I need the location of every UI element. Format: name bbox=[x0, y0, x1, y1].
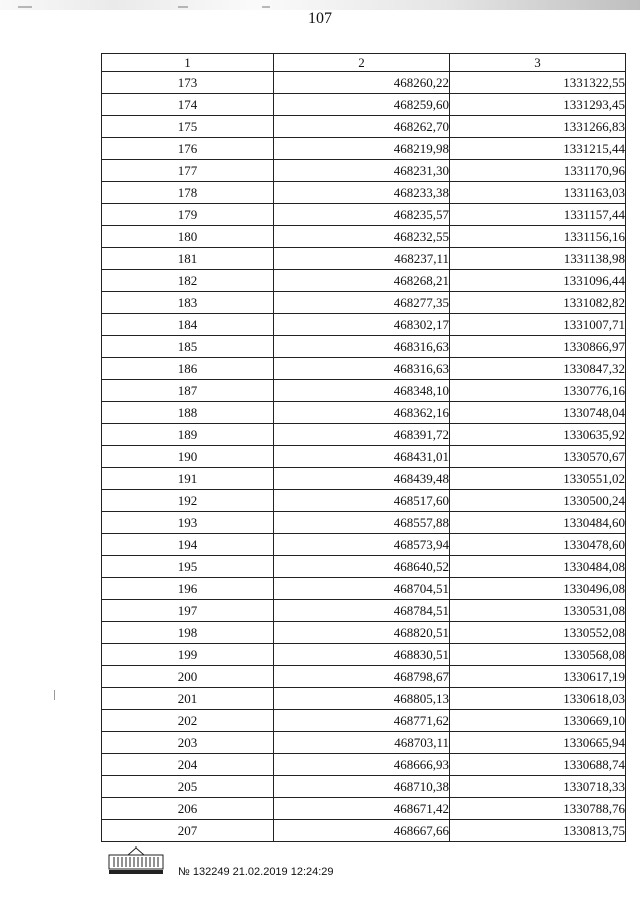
x-coordinate-cell: 468439,48 bbox=[274, 468, 450, 490]
y-coordinate-cell: 1331163,03 bbox=[450, 182, 626, 204]
table-row bbox=[102, 314, 626, 336]
x-coordinate-cell: 468666,93 bbox=[274, 754, 450, 776]
y-coordinate-cell: 1331170,96 bbox=[450, 160, 626, 182]
y-coordinate-cell: 1330665,94 bbox=[450, 732, 626, 754]
point-number-cell: 206 bbox=[102, 798, 274, 820]
point-number-cell: 181 bbox=[102, 248, 274, 270]
y-coordinate-cell: 1330776,16 bbox=[450, 380, 626, 402]
point-number-cell: 186 bbox=[102, 358, 274, 380]
table-row bbox=[102, 578, 626, 600]
x-coordinate-cell: 468233,38 bbox=[274, 182, 450, 204]
table-row bbox=[102, 72, 626, 94]
table-row bbox=[102, 446, 626, 468]
table-row bbox=[102, 798, 626, 820]
point-number-cell: 205 bbox=[102, 776, 274, 798]
table-row bbox=[102, 710, 626, 732]
point-number-cell: 199 bbox=[102, 644, 274, 666]
x-coordinate-cell: 468316,63 bbox=[274, 336, 450, 358]
x-coordinate-cell: 468302,17 bbox=[274, 314, 450, 336]
scan-mark bbox=[18, 6, 32, 8]
point-number-cell: 177 bbox=[102, 160, 274, 182]
table-row bbox=[102, 512, 626, 534]
y-coordinate-cell: 1330669,10 bbox=[450, 710, 626, 732]
page-number: 107 bbox=[308, 10, 332, 27]
table-row bbox=[102, 226, 626, 248]
table-row bbox=[102, 292, 626, 314]
table-header-row bbox=[102, 54, 626, 72]
point-number-cell: 182 bbox=[102, 270, 274, 292]
y-coordinate-cell: 1330866,97 bbox=[450, 336, 626, 358]
table-row bbox=[102, 666, 626, 688]
table-row bbox=[102, 534, 626, 556]
scan-mark bbox=[178, 6, 188, 8]
signature-line: № 132249 21.02.2019 12:24:29 bbox=[178, 866, 334, 878]
x-coordinate-cell: 468277,35 bbox=[274, 292, 450, 314]
point-number-cell: 204 bbox=[102, 754, 274, 776]
x-coordinate-cell: 468231,30 bbox=[274, 160, 450, 182]
y-coordinate-cell: 1330635,92 bbox=[450, 424, 626, 446]
building-stamp-icon bbox=[108, 845, 164, 875]
x-coordinate-cell: 468260,22 bbox=[274, 72, 450, 94]
x-coordinate-cell: 468391,72 bbox=[274, 424, 450, 446]
y-coordinate-cell: 1331138,98 bbox=[450, 248, 626, 270]
table-row bbox=[102, 622, 626, 644]
x-coordinate-cell: 468557,88 bbox=[274, 512, 450, 534]
y-coordinate-cell: 1330478,60 bbox=[450, 534, 626, 556]
table-row bbox=[102, 820, 626, 842]
point-number-cell: 173 bbox=[102, 72, 274, 94]
table-row bbox=[102, 644, 626, 666]
point-number-cell: 195 bbox=[102, 556, 274, 578]
y-coordinate-cell: 1330788,76 bbox=[450, 798, 626, 820]
table-row bbox=[102, 688, 626, 710]
y-coordinate-cell: 1330688,74 bbox=[450, 754, 626, 776]
table-row bbox=[102, 600, 626, 622]
y-coordinate-cell: 1331007,71 bbox=[450, 314, 626, 336]
point-number-cell: 191 bbox=[102, 468, 274, 490]
x-coordinate-cell: 468517,60 bbox=[274, 490, 450, 512]
y-coordinate-cell: 1331156,16 bbox=[450, 226, 626, 248]
point-number-cell: 175 bbox=[102, 116, 274, 138]
x-coordinate-cell: 468235,57 bbox=[274, 204, 450, 226]
point-number-cell: 183 bbox=[102, 292, 274, 314]
column-header: 3 bbox=[450, 54, 626, 72]
point-number-cell: 179 bbox=[102, 204, 274, 226]
x-coordinate-cell: 468362,16 bbox=[274, 402, 450, 424]
table-row bbox=[102, 380, 626, 402]
y-coordinate-cell: 1330552,08 bbox=[450, 622, 626, 644]
table-row bbox=[102, 754, 626, 776]
x-coordinate-cell: 468219,98 bbox=[274, 138, 450, 160]
point-number-cell: 178 bbox=[102, 182, 274, 204]
point-number-cell: 203 bbox=[102, 732, 274, 754]
table-row bbox=[102, 776, 626, 798]
table-row bbox=[102, 424, 626, 446]
y-coordinate-cell: 1330484,08 bbox=[450, 556, 626, 578]
y-coordinate-cell: 1330617,19 bbox=[450, 666, 626, 688]
y-coordinate-cell: 1331082,82 bbox=[450, 292, 626, 314]
table-row bbox=[102, 204, 626, 226]
x-coordinate-cell: 468820,51 bbox=[274, 622, 450, 644]
x-coordinate-cell: 468259,60 bbox=[274, 94, 450, 116]
table-row bbox=[102, 116, 626, 138]
table-row bbox=[102, 402, 626, 424]
x-coordinate-cell: 468268,21 bbox=[274, 270, 450, 292]
y-coordinate-cell: 1330500,24 bbox=[450, 490, 626, 512]
table-row bbox=[102, 270, 626, 292]
point-number-cell: 197 bbox=[102, 600, 274, 622]
y-coordinate-cell: 1331215,44 bbox=[450, 138, 626, 160]
point-number-cell: 174 bbox=[102, 94, 274, 116]
x-coordinate-cell: 468784,51 bbox=[274, 600, 450, 622]
point-number-cell: 200 bbox=[102, 666, 274, 688]
coordinates-table bbox=[101, 53, 626, 842]
point-number-cell: 190 bbox=[102, 446, 274, 468]
table-row bbox=[102, 468, 626, 490]
y-coordinate-cell: 1330531,08 bbox=[450, 600, 626, 622]
column-header: 1 bbox=[102, 54, 274, 72]
point-number-cell: 184 bbox=[102, 314, 274, 336]
point-number-cell: 207 bbox=[102, 820, 274, 842]
x-coordinate-cell: 468771,62 bbox=[274, 710, 450, 732]
table-row bbox=[102, 358, 626, 380]
point-number-cell: 193 bbox=[102, 512, 274, 534]
x-coordinate-cell: 468704,51 bbox=[274, 578, 450, 600]
x-coordinate-cell: 468667,66 bbox=[274, 820, 450, 842]
y-coordinate-cell: 1330568,08 bbox=[450, 644, 626, 666]
table-row bbox=[102, 556, 626, 578]
margin-mark bbox=[54, 690, 55, 700]
point-number-cell: 180 bbox=[102, 226, 274, 248]
y-coordinate-cell: 1330496,08 bbox=[450, 578, 626, 600]
y-coordinate-cell: 1330748,04 bbox=[450, 402, 626, 424]
x-coordinate-cell: 468805,13 bbox=[274, 688, 450, 710]
y-coordinate-cell: 1331293,45 bbox=[450, 94, 626, 116]
scan-mark bbox=[262, 6, 270, 8]
point-number-cell: 188 bbox=[102, 402, 274, 424]
point-number-cell: 187 bbox=[102, 380, 274, 402]
table-row bbox=[102, 336, 626, 358]
y-coordinate-cell: 1331266,83 bbox=[450, 116, 626, 138]
x-coordinate-cell: 468316,63 bbox=[274, 358, 450, 380]
table-row bbox=[102, 94, 626, 116]
table-row bbox=[102, 160, 626, 182]
point-number-cell: 192 bbox=[102, 490, 274, 512]
x-coordinate-cell: 468798,67 bbox=[274, 666, 450, 688]
x-coordinate-cell: 468232,55 bbox=[274, 226, 450, 248]
table-row bbox=[102, 490, 626, 512]
x-coordinate-cell: 468671,42 bbox=[274, 798, 450, 820]
point-number-cell: 196 bbox=[102, 578, 274, 600]
point-number-cell: 185 bbox=[102, 336, 274, 358]
y-coordinate-cell: 1330484,60 bbox=[450, 512, 626, 534]
point-number-cell: 176 bbox=[102, 138, 274, 160]
table-row bbox=[102, 138, 626, 160]
x-coordinate-cell: 468710,38 bbox=[274, 776, 450, 798]
point-number-cell: 202 bbox=[102, 710, 274, 732]
table-row bbox=[102, 732, 626, 754]
y-coordinate-cell: 1330618,03 bbox=[450, 688, 626, 710]
column-header: 2 bbox=[274, 54, 450, 72]
table-body bbox=[102, 72, 626, 842]
table-row bbox=[102, 182, 626, 204]
point-number-cell: 189 bbox=[102, 424, 274, 446]
y-coordinate-cell: 1330813,75 bbox=[450, 820, 626, 842]
y-coordinate-cell: 1331322,55 bbox=[450, 72, 626, 94]
y-coordinate-cell: 1331096,44 bbox=[450, 270, 626, 292]
point-number-cell: 194 bbox=[102, 534, 274, 556]
x-coordinate-cell: 468431,01 bbox=[274, 446, 450, 468]
point-number-cell: 201 bbox=[102, 688, 274, 710]
y-coordinate-cell: 1330570,67 bbox=[450, 446, 626, 468]
x-coordinate-cell: 468703,11 bbox=[274, 732, 450, 754]
x-coordinate-cell: 468262,70 bbox=[274, 116, 450, 138]
y-coordinate-cell: 1330718,33 bbox=[450, 776, 626, 798]
point-number-cell: 198 bbox=[102, 622, 274, 644]
y-coordinate-cell: 1330551,02 bbox=[450, 468, 626, 490]
x-coordinate-cell: 468830,51 bbox=[274, 644, 450, 666]
x-coordinate-cell: 468573,94 bbox=[274, 534, 450, 556]
y-coordinate-cell: 1330847,32 bbox=[450, 358, 626, 380]
y-coordinate-cell: 1331157,44 bbox=[450, 204, 626, 226]
x-coordinate-cell: 468237,11 bbox=[274, 248, 450, 270]
table-row bbox=[102, 248, 626, 270]
x-coordinate-cell: 468640,52 bbox=[274, 556, 450, 578]
x-coordinate-cell: 468348,10 bbox=[274, 380, 450, 402]
